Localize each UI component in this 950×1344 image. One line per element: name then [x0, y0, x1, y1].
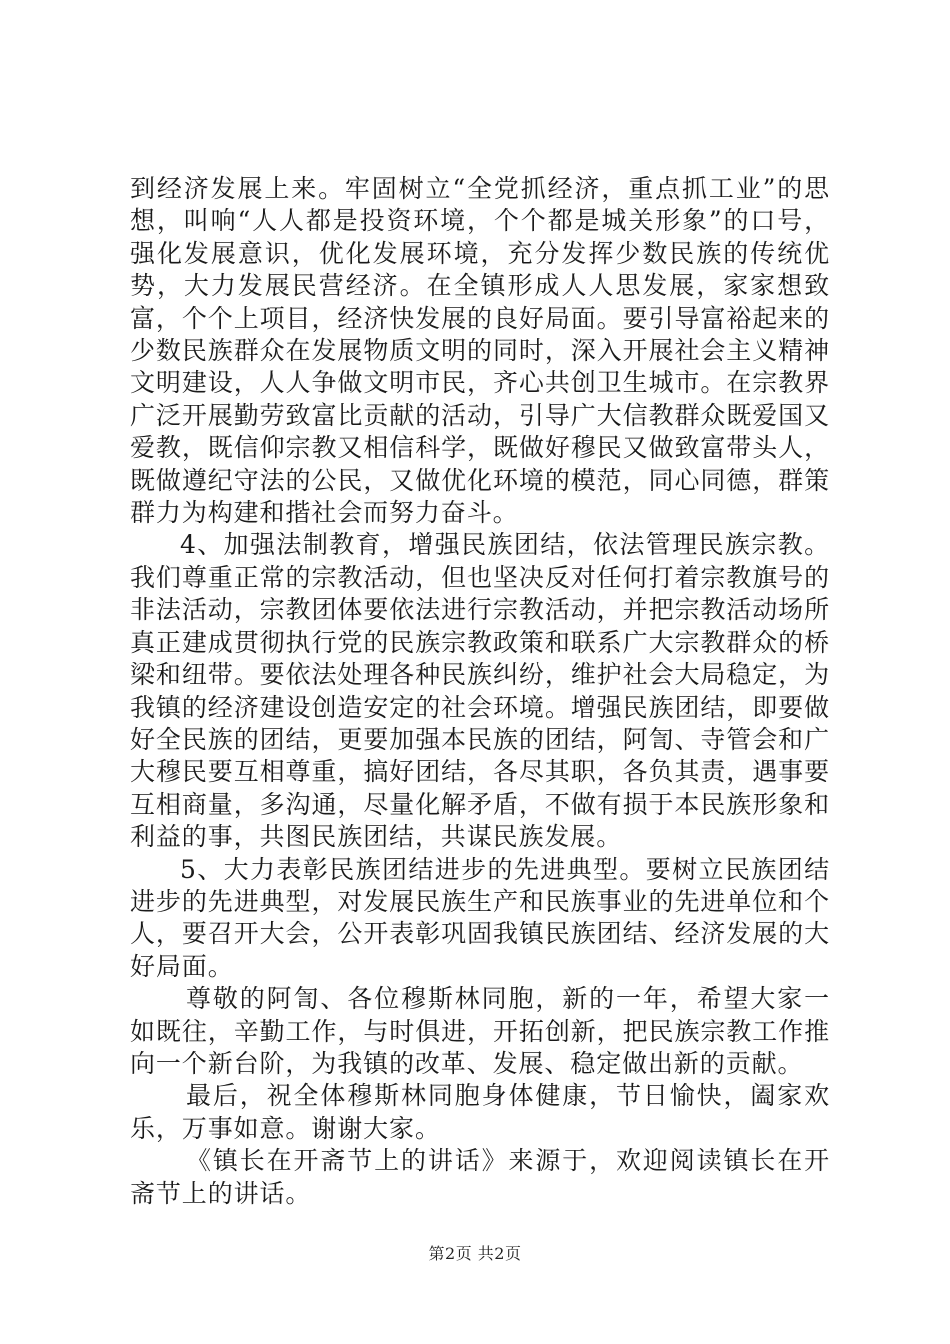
paragraph-greeting: 尊敬的阿訇、各位穆斯林同胞，新的一年，希望大家一如既往，辛勤工作，与时俱进，开拓创新，把民族宗教工作推向一个新台阶，为我镇的改革、发展、稳定做出新的贡献。 — [130, 984, 830, 1078]
paragraph-economy: 到经济发展上来。牢固树立“全党抓经济，重点抓工业”的思想，叫响“人人都是投资环境，个个都是城关形象”的口号，强化发展意识，优化发展环境，充分发挥少数民族的传统优势，大力发展民营经济。在全镇形成人人思发展，家家想致富，个个上项目，经济快发展的良好局面。要引导富裕起来的少数民族群众在发展物质文明的同时，深入开展社会主义精神文明建设，人人争做文明市民，齐心共创卫生城市。在宗教界广泛开展勤劳致富比贡献的活动，引导广大信教群众既爱国又爱教，既信仰宗教又相信科学，既做好穆民又做致富带头人，既做遵纪守法的公民，又做优化环境的模范，同心同德，群策群力为构建和揩社会而努力奋斗。 — [130, 174, 830, 528]
paragraph-item-4-legal-education: 4、加强法制教育，增强民族团结，依法管理民族宗教。我们尊重正常的宗教活动，但也坚决反对任何打着宗教旗号的非法活动，宗教团体要依法进行宗教活动，并把宗教活动场所真正建成贯彻执行党的民族宗教政策和联系广大宗教群众的桥梁和纽带。要依法处理各种民族纠纷，维护社会大局稳定，为我镇的经济建设创造安定的社会环境。增强民族团结，即要做好全民族的团结，更要加强本民族的团结，阿訇、寺管会和广大穆民要互相尊重，搞好团结，各尽其职，各负其责，遇事要互相商量，多沟通，尽量化解矛盾，不做有损于本民族形象和利益的事，共图民族团结，共谋民族发展。 — [130, 530, 830, 852]
paragraph-source-note: 《镇长在开斋节上的讲话》来源于，欢迎阅读镇长在开斋节上的讲话。 — [130, 1146, 830, 1208]
page-number-footer: 第2页 共2页 — [428, 1244, 522, 1263]
paragraph-closing-wishes: 最后，祝全体穆斯林同胞身体健康，节日愉快，阖家欢乐，万事如意。谢谢大家。 — [130, 1081, 830, 1143]
document-body — [130, 173, 830, 1210]
paragraph-item-5-commendation: 5、大力表彰民族团结进步的先进典型。要树立民族团结进步的先进典型，对发展民族生产和民族事业的先进单位和个人，要召开大会，公开表彰巩固我镇民族团结、经济发展的大好局面。 — [130, 854, 830, 981]
